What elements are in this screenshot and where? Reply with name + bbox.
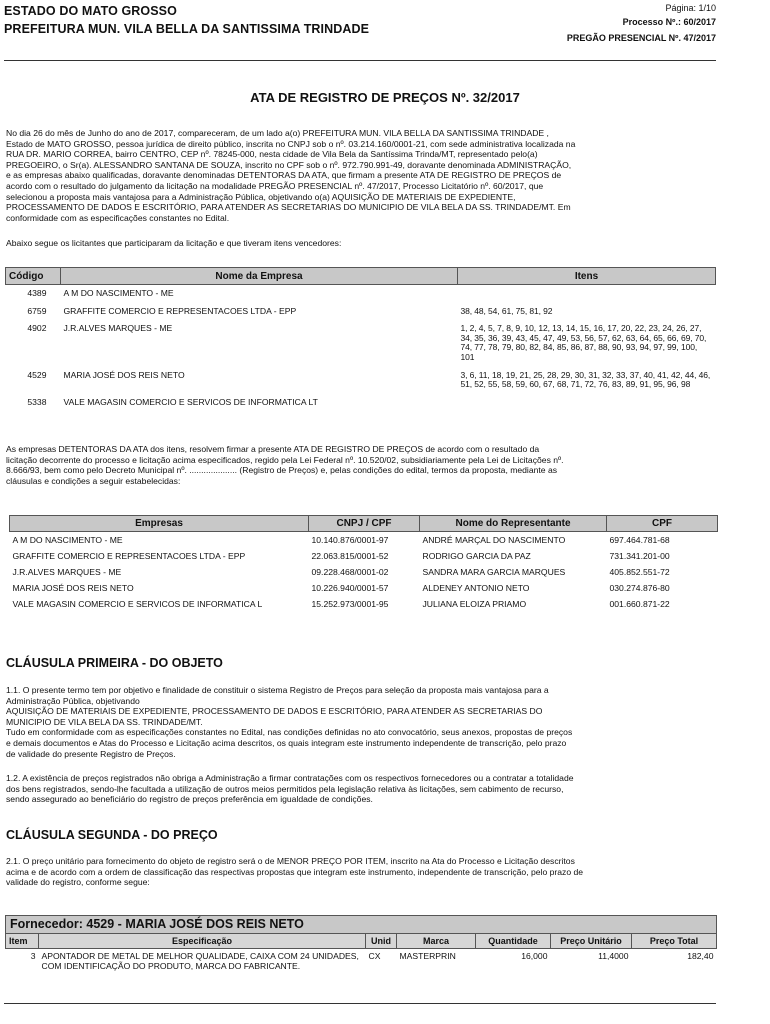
col-cpf: CPF: [607, 516, 718, 532]
state-name: ESTADO DO MATO GROSSO: [4, 4, 177, 18]
licitante-row: [6, 285, 716, 301]
col-especificacao: Especificação: [39, 934, 366, 949]
text-line: Estado de MATO GROSSO, pessoa jurídica de direito público, inscrita no CNPJ sob o nº. 03.214.160/0001-21, com sede administrativa localizada na: [6, 138, 576, 149]
text-line: No dia 26 do mês de Junho do ano de 2017, compareceram, de um lado a(o) PREFEITURA MUN. VILA BELLA DA SANTISSIMA TRINDADE ,: [6, 128, 549, 138]
text-line: acima e de acordo com a ordem de classificação das respectivas propostas que integram este instrumento, independente de transcrição, pelo prazo de: [6, 866, 584, 877]
empresa-representante: RODRIGO GARCIA DA PAZ: [422, 551, 531, 561]
col-item: Item: [6, 934, 39, 949]
text-line: e demais documentos e Atas do Processo e Licitação acima descritos, os quais integram este instrumento independente de transcrição, pelo prazo: [6, 737, 567, 748]
empresa-name: A M DO NASCIMENTO - ME: [12, 535, 123, 545]
empresa-representante: ALDENEY ANTONIO NETO: [422, 583, 530, 593]
item-number: 3: [30, 951, 36, 961]
auction-number: PREGÃO PRESENCIAL Nº. 47/2017: [566, 33, 716, 43]
text-line: PROCESSAMENTO DE DADOS E ESCRITÓRIO, PARA ATENDER AS SECRETARIAS DO MUNICIPIO DE VILA BELA DA SS. TRINDADE/MT. Em: [6, 202, 571, 213]
col-unid: Unid: [366, 934, 397, 949]
licitantes-intro: Abaixo segue os licitantes que participaram da licitação e que tiveram itens vencedores:: [6, 238, 342, 248]
document-title: ATA DE REGISTRO DE PREÇOS Nº. 32/2017: [250, 90, 520, 105]
empresa-name: J.R.ALVES MARQUES - ME: [12, 567, 122, 577]
licitante-name: GRAFFITE COMERCIO E REPRESENTACOES LTDA - EPP: [63, 305, 297, 316]
clause1-paragraph2: [6, 773, 696, 805]
licitante-items: [458, 392, 716, 410]
item-row: [6, 949, 717, 974]
item-preco-total: 182,40: [687, 951, 714, 961]
process-number: Processo Nº.: 60/2017: [622, 17, 716, 27]
intro-paragraph: [6, 128, 696, 223]
text-line: As empresas DETENTORAS DA ATA dos itens, resolvem firmar a presente ATA DE REGISTRO DE PREÇOS de acordo com o resultado da: [6, 444, 540, 454]
licitante-code: 4902: [27, 323, 47, 334]
header-rule: [4, 60, 716, 61]
licitante-name: VALE MAGASIN COMERCIO E SERVICOS DE INFORMATICA LT: [63, 396, 318, 407]
text-line: selecionou a proposta mais vantajosa para a Administração Pública, objetivando o(a) AQUISIÇÃO DE MATERIAIS DE EXPEDIENTE,: [6, 191, 516, 202]
text-line: AQUISIÇÃO DE MATERIAIS DE EXPEDIENTE, PROCESSAMENTO DE DADOS E ESCRITÓRIO, PARA ATENDER AS SECRETARIAS DO: [6, 706, 543, 717]
empresa-representante: ANDRÉ MARÇAL DO NASCIMENTO: [422, 535, 566, 545]
fornecedor-title: Fornecedor: 4529 - MARIA JOSÉ DOS REIS NETO: [10, 917, 304, 931]
licitante-code: 6759: [27, 305, 47, 316]
licitante-items: 38, 48, 54, 61, 75, 81, 92: [460, 305, 553, 316]
item-preco-unitario: 11,4000: [598, 951, 629, 961]
empresa-cnpj: 09.228.468/0001-02: [311, 567, 389, 577]
empresa-representante: JULIANA ELOIZA PRIAMO: [422, 599, 527, 609]
text-line: sendo assegurado ao beneficiário do registro de preços preferência em igualdade de condições.: [6, 794, 373, 805]
empresa-row: [10, 548, 718, 564]
text-line: dos bens registrados, sendo-lhe facultada a utilização de outros meios permitidos pela legislação relativa às licitações, sem cabimento de recurso,: [6, 783, 564, 794]
item-unid: CX: [368, 951, 381, 961]
licitante-row: [6, 365, 716, 392]
empresa-row: [10, 564, 718, 580]
empresa-cnpj: 15.252.973/0001-95: [311, 599, 389, 609]
col-preco-unitario: Preço Unitário: [551, 934, 632, 949]
text-line: 1.2. A existência de preços registrados não obriga a Administração a firmar contratações com os respectivos fornecedores ou a contratar a totalidade: [6, 773, 574, 783]
licitante-name: MARIA JOSÉ DOS REIS NETO: [63, 369, 185, 380]
item-marca: MASTERPRIN: [399, 951, 456, 961]
text-line: acordo com o resultado do julgamento da licitação na modalidade PREGÃO PRESENCIAL nº. 47/2017, Processo Licitatório nº. 60/2017, que: [6, 180, 544, 191]
licitante-name: A M DO NASCIMENTO - ME: [63, 288, 174, 298]
clause1-paragraph1: [6, 685, 696, 759]
licitante-name: J.R.ALVES MARQUES - ME: [63, 323, 173, 334]
empresa-cpf: 697.464.781-68: [609, 535, 670, 545]
licitantes-table: [5, 267, 716, 409]
fornecedor-items-table: [5, 933, 717, 973]
text-line: Tudo em conformidade com as especificações constantes no Edital, nas condições definidas no ato convocatório, seus anexos, propostas de preços: [6, 727, 573, 738]
licitante-row: [6, 318, 716, 364]
text-line: de validade do presente Registro de Preços.: [6, 748, 176, 759]
empresa-row: [10, 532, 718, 549]
empresa-name: GRAFFITE COMERCIO E REPRESENTACOES LTDA - EPP: [12, 551, 246, 561]
text-line: licitação decorrente do processo e licitação acima especificados, regido pela Lei Federal nº. 10.520/02, subsidiariamente pela Lei de Licitações nº.: [6, 454, 564, 465]
text-line: 2.1. O preço unitário para fornecimento do objeto de registro será o de MENOR PREÇO POR ITEM, inscrito na Ata do Processo e Licitação descritos: [6, 856, 575, 866]
col-nome-empresa: Nome da Empresa: [61, 268, 458, 285]
col-empresas: Empresas: [10, 516, 309, 532]
prefecture-name: PREFEITURA MUN. VILA BELLA DA SANTISSIMA TRINDADE: [4, 22, 370, 36]
empresa-row: [10, 580, 718, 596]
text-line: e as empresas abaixo qualificadas, doravante denominadas DETENTORAS DA ATA, que firmam a presente ATA DE REGISTRO DE PREÇOS de: [6, 170, 562, 181]
clause2-title: CLÁUSULA SEGUNDA - DO PREÇO: [6, 828, 218, 842]
licitante-code: 5338: [27, 396, 47, 407]
clause2-paragraph1: [6, 856, 696, 888]
licitante-items: [458, 285, 716, 301]
empresa-representante: SANDRA MARA GARCIA MARQUES: [422, 567, 566, 577]
text-line: cláusulas e condições a seguir estabelecidas:: [6, 475, 181, 486]
empresa-name: MARIA JOSÉ DOS REIS NETO: [12, 583, 134, 593]
item-especificacao: APONTADOR DE METAL DE MELHOR QUALIDADE, CAIXA COM 24 UNIDADES, COM IDENTIFICAÇÃO DO PRODUTO, MARCA DO FABRICANTE.: [41, 951, 359, 971]
text-line: validade do registro, conforme segue:: [6, 877, 150, 888]
detentoras-paragraph: [6, 444, 696, 486]
empresa-cpf: 030.274.876-80: [609, 583, 670, 593]
licitante-items: 1, 2, 4, 5, 7, 8, 9, 10, 12, 13, 14, 15, 16, 17, 20, 22, 23, 24, 26, 27, 34, 35, 36, 39, 43, 45, 47, 49, 53, 56, 57, 62, 63, 64, 65, 66, 69, 70, 74, 77, 78, 79, 80, 82, 84, 85, 86, 87, 88, 90, 93, 94, 97, 99, 100, 101: [460, 323, 707, 362]
text-line: RUA DR. MARIO CORREA, bairro CENTRO, CEP nº. 78245-000, nesta cidade de Vila Bela da Santíssima Trinda/MT, representado pelo(a): [6, 149, 538, 160]
col-itens: Itens: [458, 268, 716, 285]
empresa-cpf: 001.660.871-22: [609, 599, 670, 609]
empresas-table: [9, 515, 718, 612]
text-line: conformidade com as especificações constantes no Edital.: [6, 212, 230, 223]
empresa-cpf: 405.852.551-72: [609, 567, 670, 577]
empresa-row: [10, 596, 718, 612]
item-quantidade: 16,000: [521, 951, 548, 961]
licitante-row: [6, 392, 716, 410]
text-line: 1.1. O presente termo tem por objetivo e finalidade de constituir o sistema Registro de Preços para seleção da proposta mais vantajosa para a: [6, 685, 549, 695]
fornecedor-header: [5, 915, 717, 935]
text-line: Administração Pública, objetivando: [6, 695, 140, 706]
clause1-title: CLÁUSULA PRIMEIRA - DO OBJETO: [6, 656, 223, 670]
text-line: 8.666/93, bem como pelo Decreto Municipal nº. .................... (Registro de Preços) e, pelas condições do edital, termos da proposta, mediante as: [6, 465, 558, 476]
page-number: Página: 1/10: [665, 3, 716, 13]
licitante-code: 4389: [27, 288, 47, 298]
licitante-items: 3, 6, 11, 18, 19, 21, 25, 28, 29, 30, 31, 32, 33, 37, 40, 41, 42, 44, 46, 51, 52, 55, 58, 59, 60, 67, 68, 71, 72, 76, 83, 89, 91, 95, 96, 98: [460, 369, 711, 390]
licitante-row: [6, 301, 716, 319]
col-preco-total: Preço Total: [632, 934, 717, 949]
text-line: MUNICIPIO DE VILA BELA DA SS. TRINDADE/MT.: [6, 716, 203, 727]
empresa-cnpj: 22.063.815/0001-52: [311, 551, 389, 561]
empresa-name: VALE MAGASIN COMERCIO E SERVICOS DE INFORMATICA L: [12, 599, 263, 609]
empresa-cnpj: 10.140.876/0001-97: [311, 535, 389, 545]
empresa-cnpj: 10.226.940/0001-57: [311, 583, 389, 593]
licitante-code: 4529: [27, 369, 47, 380]
col-marca: Marca: [397, 934, 476, 949]
col-cnpj: CNPJ / CPF: [309, 516, 420, 532]
col-quantidade: Quantidade: [476, 934, 551, 949]
footer-rule: [4, 1003, 716, 1004]
col-representante: Nome do Representante: [420, 516, 607, 532]
text-line: PREGOEIRO, o Sr(a). ALESSANDRO SANTANA DE SOUZA, inscrito no CPF sob o nº. 972.790.991-49, doravante denominada ADMINISTRAÇÃO,: [6, 159, 572, 170]
empresa-cpf: 731.341.201-00: [609, 551, 670, 561]
col-codigo: Código: [6, 268, 61, 285]
